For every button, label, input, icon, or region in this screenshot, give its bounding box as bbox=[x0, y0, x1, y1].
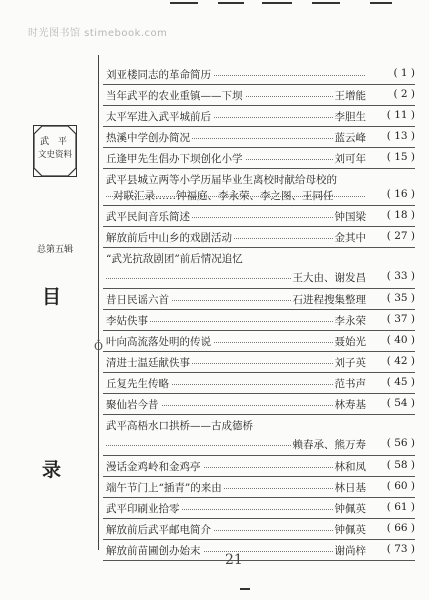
toc-entry[interactable] bbox=[103, 148, 415, 169]
entry-page: ( 45 ) bbox=[386, 376, 415, 388]
toc-entry[interactable] bbox=[103, 394, 415, 415]
top-edge-marks bbox=[170, 0, 400, 8]
entry-title: “武光抗敌剧团”前后情况追忆 bbox=[106, 253, 243, 265]
entry-page: ( 42 ) bbox=[386, 355, 415, 367]
entry-author: 钟国梁 bbox=[334, 211, 366, 223]
entry-author: 谢尚梓 bbox=[334, 545, 366, 557]
entry-page: ( 11 ) bbox=[386, 109, 415, 121]
entry-title: 李姑佚事 bbox=[106, 315, 148, 327]
entry-title: 当年武平的农业重镇——下坝 bbox=[106, 90, 243, 102]
badge-line-2: 文史资料 bbox=[37, 150, 72, 160]
margin-annotation: Ô bbox=[94, 340, 104, 353]
entry-title: 武平民间音乐简述 bbox=[106, 211, 190, 223]
entry-page: ( 40 ) bbox=[386, 334, 415, 346]
volume-label: 总第五辑 bbox=[37, 245, 74, 255]
toc-entry[interactable] bbox=[103, 373, 415, 394]
entry-title: 端午节门上“插青”的来由 bbox=[106, 482, 222, 494]
entry-title: 武平县城立两等小学历届毕业生离校时献给母校的 bbox=[106, 174, 337, 186]
entry-author: 范书声 bbox=[334, 378, 366, 390]
entry-page: ( 15 ) bbox=[386, 151, 415, 163]
table-of-contents bbox=[103, 64, 415, 561]
toc-entry[interactable] bbox=[103, 289, 415, 310]
entry-page: ( 18 ) bbox=[386, 209, 415, 221]
toc-entry[interactable] bbox=[103, 415, 415, 456]
toc-entry[interactable] bbox=[103, 477, 415, 498]
entry-page: ( 16 ) bbox=[386, 188, 415, 200]
toc-entry[interactable] bbox=[103, 106, 415, 127]
entry-title: 武平高梧水口拱桥——古成德桥 bbox=[106, 420, 253, 432]
entry-title-cont: 对联汇录……钟福庭、李永荣、李之图、王同任 bbox=[113, 190, 334, 202]
toc-entry[interactable] bbox=[103, 519, 415, 540]
entry-author: 石进程搜集整理 bbox=[292, 294, 366, 306]
entry-title: 昔日民谣六首 bbox=[106, 294, 169, 306]
entry-title: 丘逢甲先生倡办下坝创化小学 bbox=[106, 153, 243, 165]
toc-entry[interactable] bbox=[103, 331, 415, 352]
entry-title: 叶向高流落处明的传说 bbox=[106, 336, 211, 348]
handwritten-page-mark: 21 bbox=[225, 552, 243, 568]
entry-author: 王大由、谢发昌 bbox=[292, 272, 366, 284]
heading-char-lu: 录 bbox=[42, 459, 62, 481]
entry-author: 刘可年 bbox=[334, 153, 366, 165]
entry-author: 赖春承、熊万寿 bbox=[292, 439, 366, 451]
heading-char-mu: 目 bbox=[42, 286, 62, 308]
entry-page: ( 13 ) bbox=[386, 130, 415, 142]
entry-author: 李胆生 bbox=[334, 111, 366, 123]
entry-author: 钟佩英 bbox=[334, 503, 366, 515]
series-badge bbox=[33, 125, 77, 177]
entry-title: 解放前苗圃创办始末 bbox=[106, 545, 201, 557]
entry-page: ( 1 ) bbox=[393, 67, 415, 79]
entry-title: 漫话金鸡岭和金鸡亭 bbox=[106, 461, 201, 473]
toc-entry[interactable] bbox=[103, 498, 415, 519]
entry-page: ( 33 ) bbox=[386, 270, 415, 282]
entry-author: 钟佩英 bbox=[334, 524, 366, 536]
bottom-mark bbox=[240, 588, 250, 590]
entry-title: 聚仙岩今昔 bbox=[106, 399, 159, 411]
entry-page: ( 58 ) bbox=[386, 459, 415, 471]
entry-page: ( 56 ) bbox=[386, 437, 415, 449]
entry-title: 武平印刷业拾零 bbox=[106, 503, 180, 515]
margin-rule bbox=[98, 55, 99, 550]
entry-author: 李永荣 bbox=[334, 315, 366, 327]
toc-entry[interactable] bbox=[103, 540, 415, 561]
entry-page: ( 27 ) bbox=[386, 230, 415, 242]
entry-title: 解放前后武平邮电简介 bbox=[106, 524, 211, 536]
entry-author: 林和凤 bbox=[334, 461, 366, 473]
entry-page: ( 35 ) bbox=[386, 292, 415, 304]
entry-title: 清进士温廷献佚事 bbox=[106, 357, 190, 369]
entry-title: 解放前后中山乡的戏剧活动 bbox=[106, 232, 232, 244]
entry-page: ( 61 ) bbox=[386, 501, 415, 513]
toc-entry[interactable] bbox=[103, 456, 415, 477]
entry-author: 刘子英 bbox=[334, 357, 366, 369]
entry-page: ( 60 ) bbox=[386, 480, 415, 492]
entry-author: 王增能 bbox=[334, 90, 366, 102]
toc-entry[interactable] bbox=[103, 127, 415, 148]
entry-page: ( 2 ) bbox=[393, 88, 415, 100]
entry-title: 刘亚楼同志的革命简历 bbox=[106, 69, 211, 81]
entry-page: ( 66 ) bbox=[386, 522, 415, 534]
watermark: 时光图书馆 stimebook.com bbox=[28, 28, 168, 39]
entry-page: ( 73 ) bbox=[386, 543, 415, 555]
badge-line-1: 武 平 bbox=[40, 137, 70, 147]
entry-title: 热溪中学创办简况 bbox=[106, 132, 190, 144]
entry-author: 聂始光 bbox=[334, 336, 366, 348]
toc-entry[interactable] bbox=[103, 248, 415, 289]
entry-author: 蓝云峰 bbox=[334, 132, 366, 144]
entry-title: 丘复先生传略 bbox=[106, 378, 169, 390]
toc-entry[interactable] bbox=[103, 206, 415, 227]
toc-entry[interactable] bbox=[103, 310, 415, 331]
entry-author: 林日基 bbox=[334, 482, 366, 494]
toc-entry[interactable] bbox=[103, 227, 415, 248]
toc-entry[interactable] bbox=[103, 85, 415, 106]
entry-title: 太平军进入武平城前后 bbox=[106, 111, 211, 123]
entry-author: 金其中 bbox=[334, 232, 366, 244]
toc-entry[interactable] bbox=[103, 169, 415, 206]
entry-page: ( 37 ) bbox=[386, 313, 415, 325]
entry-author: 林寿基 bbox=[334, 399, 366, 411]
toc-entry[interactable] bbox=[103, 64, 415, 85]
entry-page: ( 54 ) bbox=[386, 397, 415, 409]
toc-entry[interactable] bbox=[103, 352, 415, 373]
